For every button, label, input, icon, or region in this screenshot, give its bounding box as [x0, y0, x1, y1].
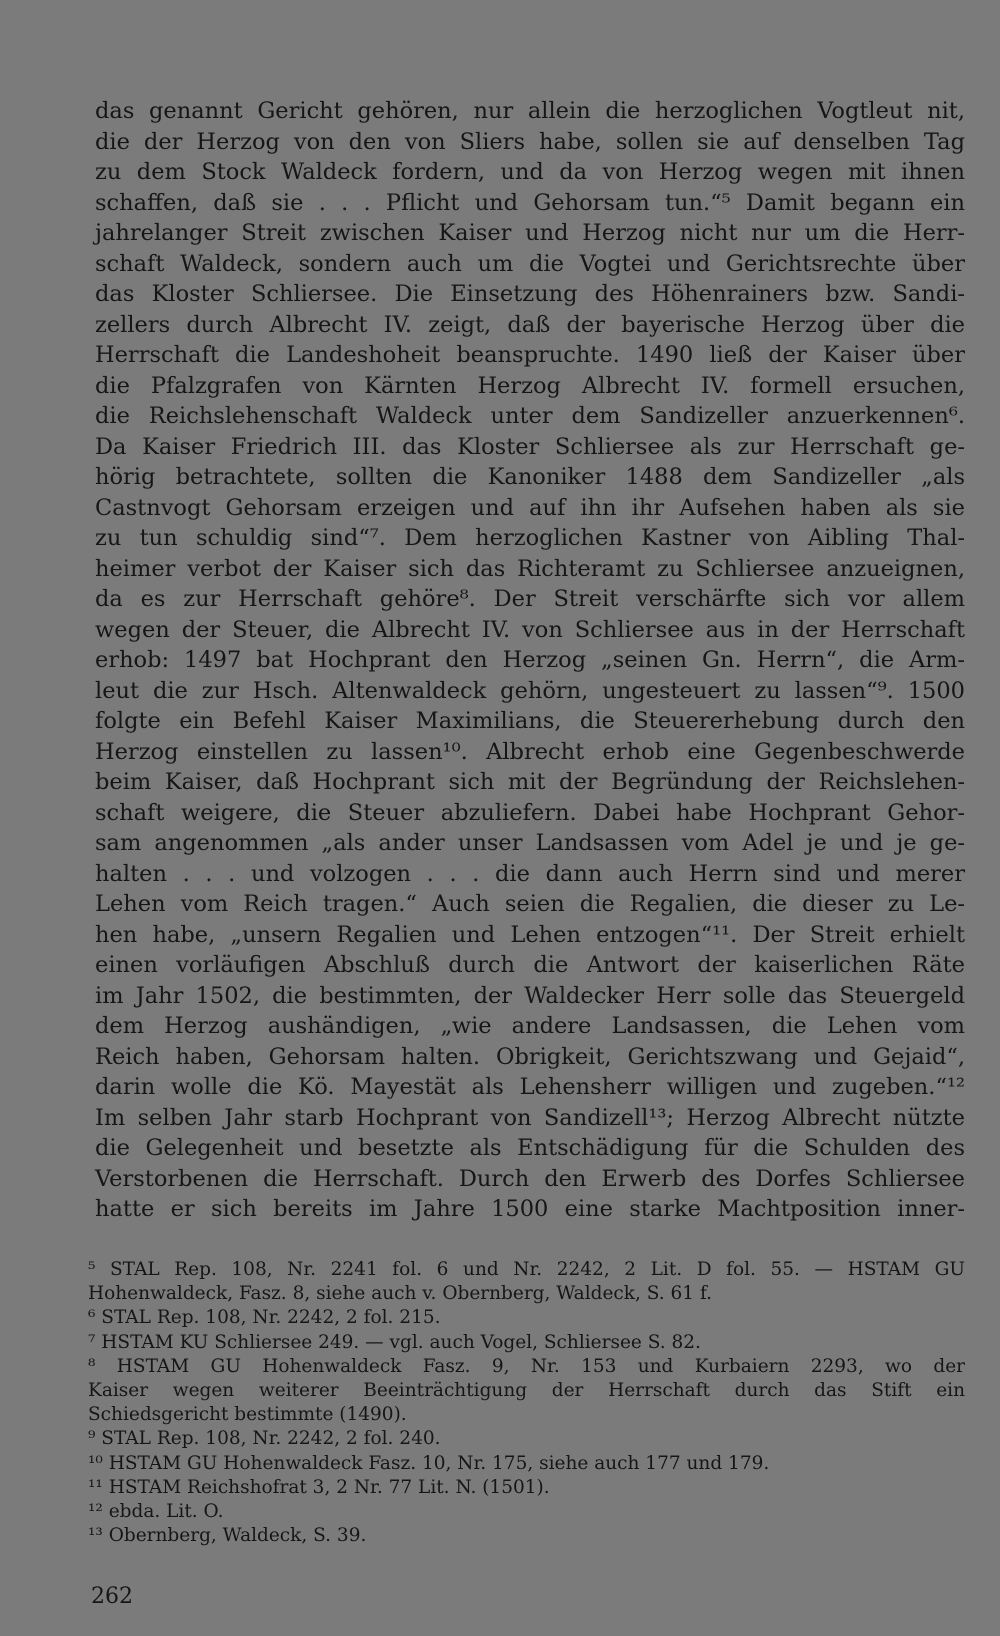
body-line: Herzog einstellen zu lassen¹⁰. Albrecht erhob eine Gegenbeschwerde [95, 738, 965, 765]
footnote-line: ⁶ STAL Rep. 108, Nr. 2242, 2 fol. 215. [88, 1307, 441, 1329]
footnote-line: ⁹ STAL Rep. 108, Nr. 2242, 2 fol. 240. [88, 1428, 441, 1450]
body-line: sam angenommen „als ander unser Landsassen vom Adel je und je ge- [95, 830, 965, 856]
footnote-line: ⁵ STAL Rep. 108, Nr. 2241 fol. 6 und Nr. 2242, 2 Lit. D fol. 55. — HSTAM GU [88, 1259, 965, 1280]
body-line: hatte er sich bereits im Jahre 1500 eine starke Machtposition inner- [95, 1196, 965, 1222]
footnote-line: ¹⁰ HSTAM GU Hohenwaldeck Fasz. 10, Nr. 175, siehe auch 177 und 179. [88, 1452, 770, 1474]
body-line: schaffen, daß sie . . . Pflicht und Gehorsam tun.“⁵ Damit begann ein [95, 189, 965, 216]
body-line: hörig betrachtete, sollten die Kanoniker 1488 dem Sandizeller „als [95, 464, 965, 490]
body-line: beim Kaiser, daß Hochprant sich mit der Begründung der Reichslehen- [95, 769, 965, 795]
body-line: zu tun schuldig sind“⁷. Dem herzoglichen Kastner von Aibling Thal- [95, 525, 965, 551]
body-line: dem Herzog aushändigen, „wie andere Landsassen, die Lehen vom [95, 1013, 965, 1039]
body-line: folgte ein Befehl Kaiser Maximilians, die Steuererhebung durch den [95, 708, 965, 734]
body-line: Herrschaft die Landeshoheit beanspruchte. 1490 ließ der Kaiser über [95, 342, 965, 368]
body-line: Verstorbenen die Herrschaft. Durch den Erwerb des Dorfes Schliersee [95, 1165, 965, 1192]
body-line: Im selben Jahr starb Hochprant von Sandizell¹³; Herzog Albrecht nützte [95, 1104, 965, 1131]
footnote-line: ¹² ebda. Lit. O. [88, 1500, 224, 1522]
body-line: die Reichslehenschaft Waldeck unter dem Sandizeller anzuerkennen⁶. [95, 403, 965, 429]
body-line: zu dem Stock Waldeck fordern, und da von Herzog wegen mit ihnen [95, 159, 965, 185]
body-line: Da Kaiser Friedrich III. das Kloster Schliersee als zur Herrschaft ge- [95, 433, 965, 460]
body-line: heimer verbot der Kaiser sich das Richteramt zu Schliersee anzueignen, [95, 555, 965, 582]
body-line: die Gelegenheit und besetzte als Entschädigung für die Schulden des [95, 1135, 965, 1161]
page-number: 262 [91, 1584, 133, 1609]
body-line: wegen der Steuer, die Albrecht IV. von Schliersee aus in der Herrschaft [95, 616, 965, 643]
body-line: Castnvogt Gehorsam erzeigen und auf ihn ihr Aufsehen haben als sie [95, 494, 965, 521]
body-line: darin wolle die Kö. Mayestät als Lehensherr willigen und zugeben.“¹² [95, 1074, 965, 1100]
footnote-line: ⁷ HSTAM KU Schliersee 249. — vgl. auch Vogel, Schliersee S. 82. [88, 1331, 701, 1353]
body-line: die der Herzog von den von Sliers habe, sollen sie auf denselben Tag [95, 128, 965, 155]
body-line: jahrelanger Streit zwischen Kaiser und Herzog nicht nur um die Herr- [95, 220, 965, 246]
body-line: im Jahr 1502, die bestimmten, der Waldecker Herr solle das Steuergeld [95, 982, 965, 1009]
body-line: die Pfalzgrafen von Kärnten Herzog Albrecht IV. formell ersuchen, [95, 372, 965, 399]
body-line: halten . . . und volzogen . . . die dann auch Herrn sind und merer [95, 860, 965, 887]
body-line: das Kloster Schliersee. Die Einsetzung des Höhenrainers bzw. Sandi- [95, 281, 965, 307]
body-line: zellers durch Albrecht IV. zeigt, daß der bayerische Herzog über die [95, 311, 965, 338]
body-text [95, 96, 965, 1225]
body-line: leut die zur Hsch. Altenwaldeck gehörn, ungesteuert zu lassen“⁹. 1500 [95, 677, 965, 704]
footnote-line: ¹¹ HSTAM Reichshofrat 3, 2 Nr. 77 Lit. N. (1501). [88, 1476, 550, 1498]
body-line: hen habe, „unsern Regalien und Lehen entzogen“¹¹. Der Streit erhielt [95, 921, 965, 948]
body-line: erhob: 1497 bat Hochprant den Herzog „seinen Gn. Herrn“, die Arm- [95, 647, 965, 673]
footnote-line: ⁸ HSTAM GU Hohenwaldeck Fasz. 9, Nr. 153 und Kurbaiern 2293, wo der [88, 1355, 965, 1377]
footnote-line: ¹³ Obernberg, Waldeck, S. 39. [88, 1525, 367, 1547]
body-line: schaft Waldeck, sondern auch um die Vogtei und Gerichtsrechte über [95, 250, 965, 277]
body-line: das genannt Gericht gehören, nur allein die herzoglichen Vogtleut nit, [95, 98, 965, 124]
footnote-line: Kaiser wegen weiterer Beeinträchtigung der Herrschaft durch das Stift ein [88, 1379, 965, 1401]
body-line: schaft weigere, die Steuer abzuliefern. Dabei habe Hochprant Gehor- [95, 799, 965, 826]
body-line: Lehen vom Reich tragen.“ Auch seien die Regalien, die dieser zu Le- [95, 891, 965, 917]
body-line: da es zur Herrschaft gehöre⁸. Der Streit verschärfte sich vor allem [95, 586, 965, 612]
footnote-line: Hohenwaldeck, Fasz. 8, siehe auch v. Obernberg, Waldeck, S. 61 f. [88, 1283, 713, 1305]
body-line: einen vorläufigen Abschluß durch die Antwort der kaiserlichen Räte [95, 952, 965, 978]
footnotes [88, 1258, 965, 1548]
body-line: Reich haben, Gehorsam halten. Obrigkeit, Gerichtszwang und Gejaid“, [95, 1043, 965, 1070]
footnote-line: Schiedsgericht bestimmte (1490). [88, 1404, 407, 1426]
